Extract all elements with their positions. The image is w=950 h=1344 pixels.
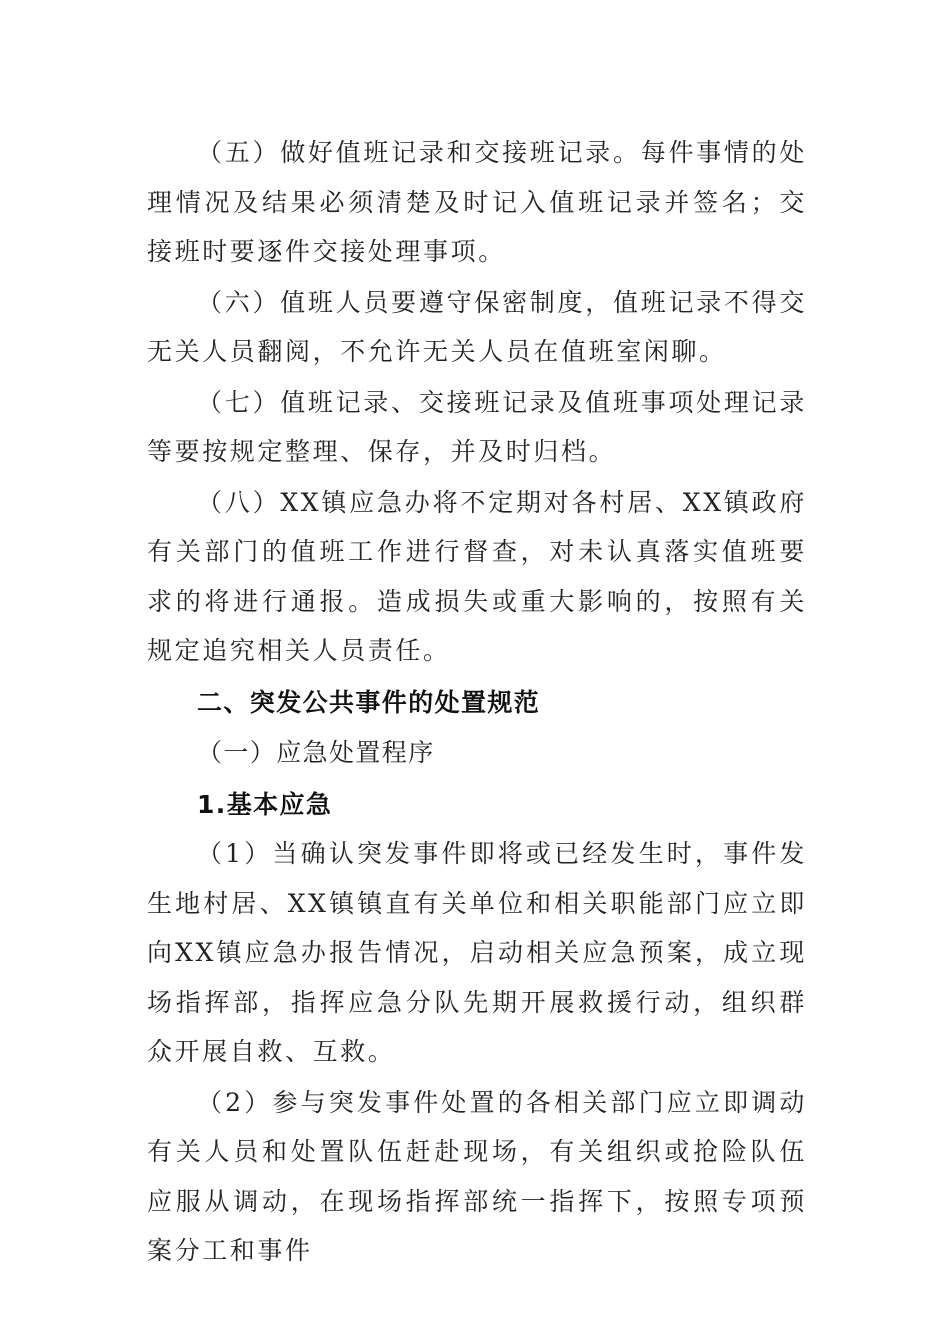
list-item: （1）当确认突发事件即将或已经发生时，事件发生地村居、XX镇镇直有关单位和相关职能部门应立即向XX镇应急办报告情况，启动相关应急预案，成立现场指挥部，指挥应急分队先期开展救援行动，组织群众开展自救、互救。: [147, 839, 807, 1066]
item-heading: 1.基本应急: [197, 789, 333, 819]
subsection-heading: （一）应急处置程序: [197, 738, 435, 767]
paragraph-duty-records: （五）做好值班记录和交接班记录。每件事情的处理情况及结果必须清楚及时记入值班记录并签名；交接班时要逐件交接处理事项。: [147, 138, 807, 266]
paragraph-confidentiality: （六）值班人员要遵守保密制度，值班记录不得交无关人员翻阅，不允许无关人员在值班室闲聊。: [147, 287, 807, 366]
list-item: （2）参与突发事件处置的各相关部门应立即调动有关人员和处置队伍赶赴现场，有关组织或抢险队伍应服从调动，在现场指挥部统一指挥下，按照专项预案分工和事件: [147, 1087, 807, 1265]
paragraph-archiving: （七）值班记录、交接班记录及值班事项处理记录等要按规定整理、保存，并及时归档。: [147, 387, 807, 466]
document-body: [147, 128, 807, 1276]
section-heading: 二、突发公共事件的处置规范: [197, 687, 541, 717]
paragraph-inspection: （八）XX镇应急办将不定期对各村居、XX镇政府有关部门的值班工作进行督查，对未认真落实值班要求的将进行通报。造成损失或重大影响的，按照有关规定追究相关人员责任。: [147, 487, 807, 665]
